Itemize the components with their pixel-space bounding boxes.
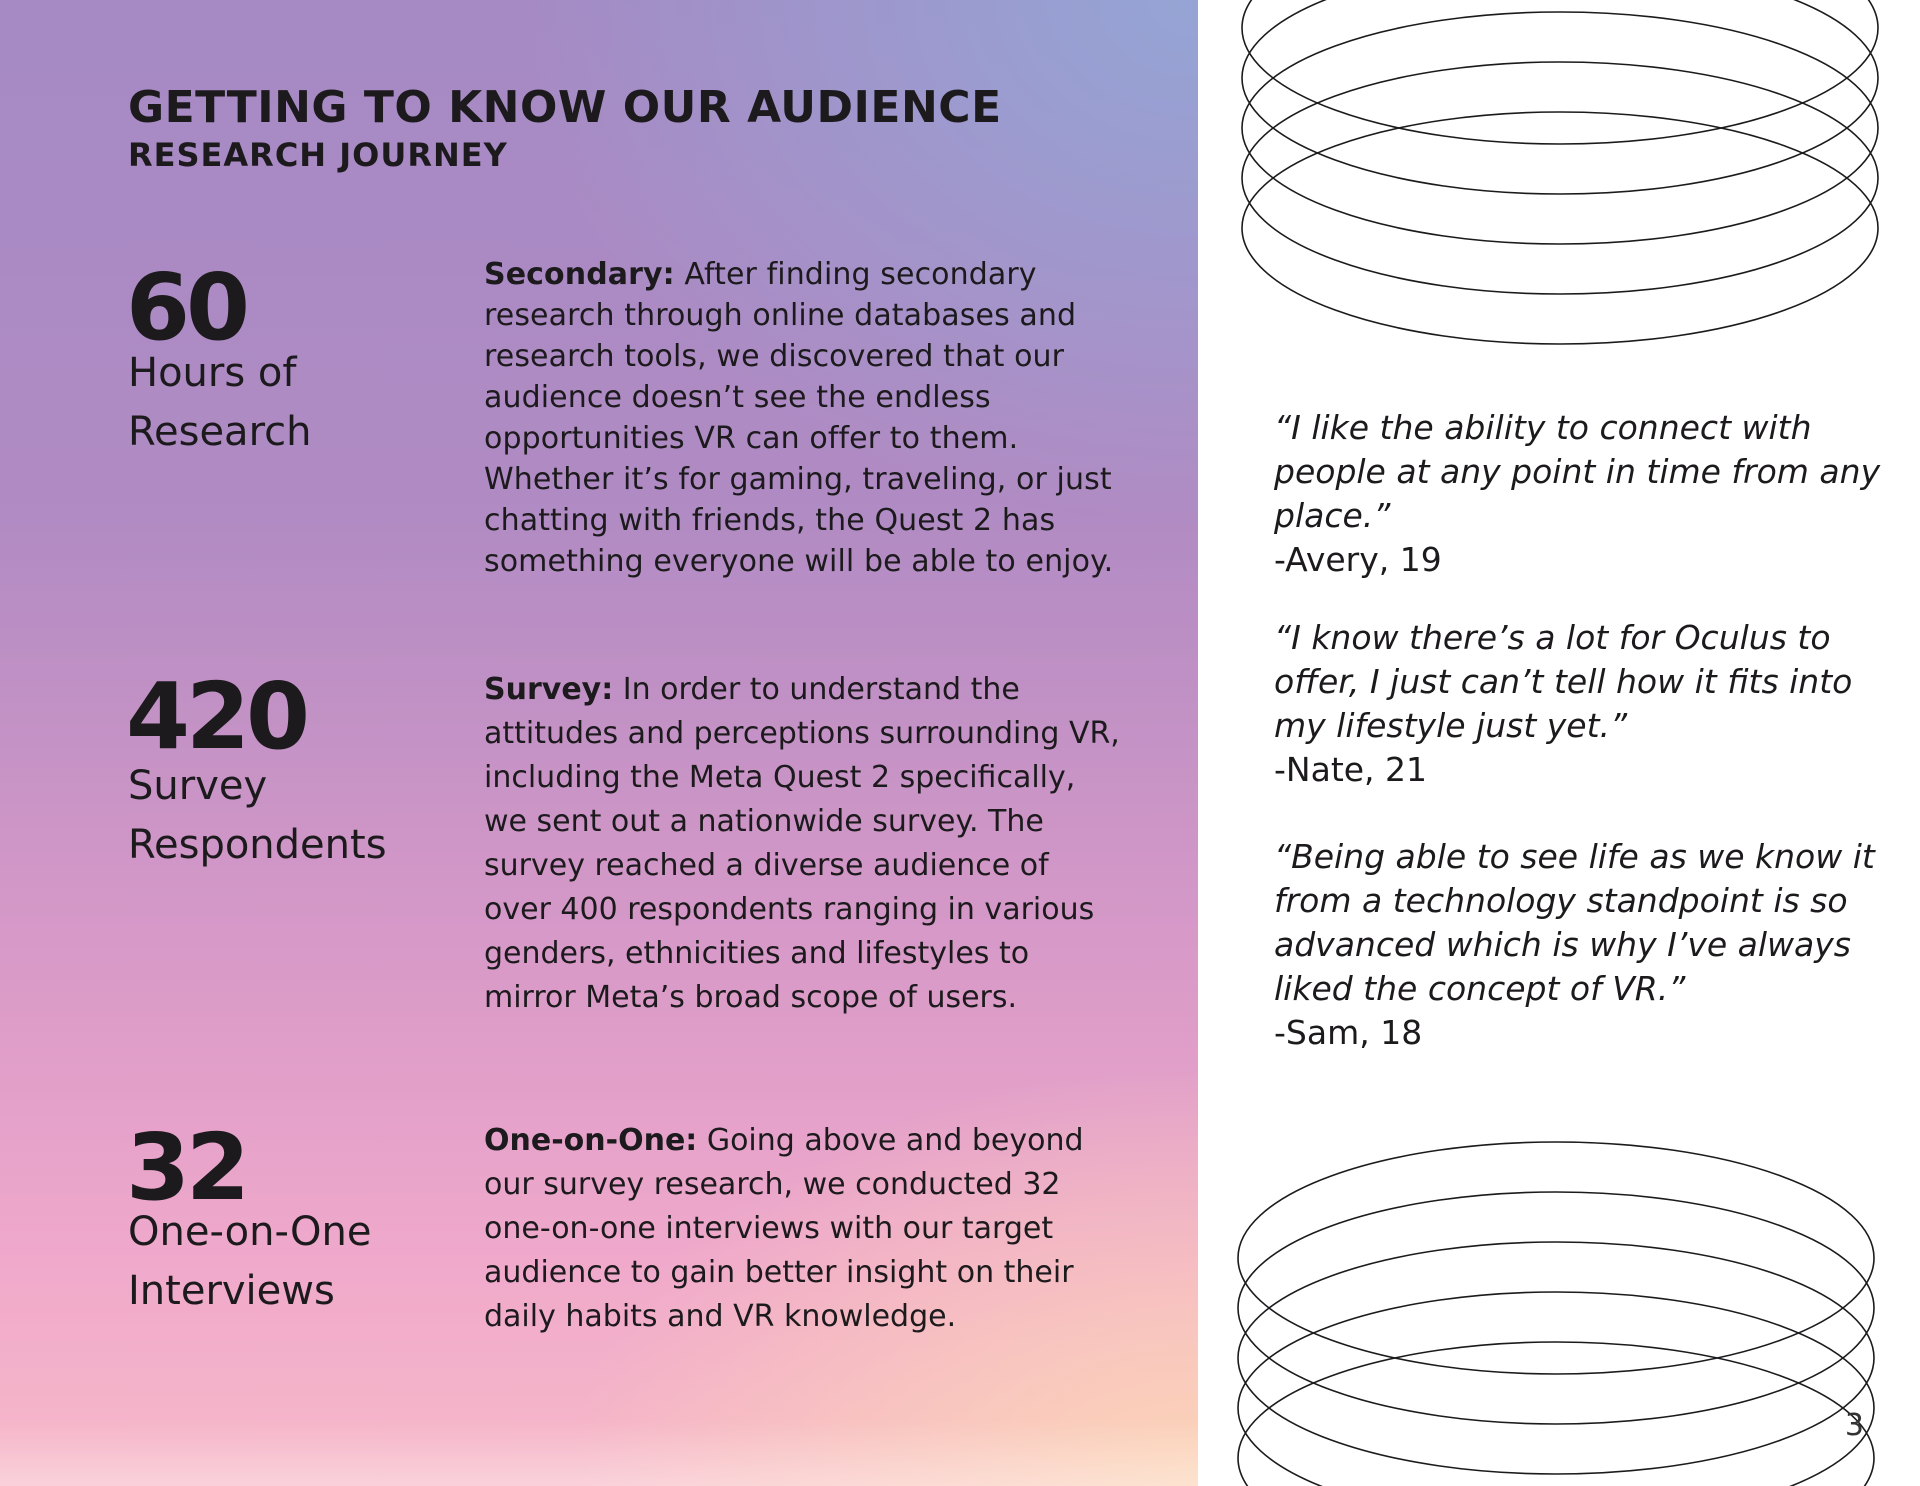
stat-interviews-label [128,1203,371,1321]
stat-survey-label [128,757,387,875]
one-on-one-description [484,1119,1124,1339]
stat-survey-label-line2: Respondents [128,822,387,868]
stacked-rings-icon [1198,0,1920,380]
secondary-research-description [484,254,1124,582]
one-on-one-body: Going above and beyond our survey research, we conducted 32 one-on-one interviews with our target audience to gain better insight on their daily habits and VR knowledge. [484,1123,1084,1334]
stacked-rings-icon [1198,1110,1920,1486]
page-subtitle: RESEARCH JOURNEY [128,136,508,174]
quote-avery [1274,406,1894,582]
quote-attribution: -Sam, 18 [1274,1013,1423,1052]
bottom-glow [0,1420,1198,1486]
survey-heading: Survey: [484,672,614,707]
stat-interviews-label-line1: One-on-One [128,1209,372,1255]
quotes-panel [1198,0,1920,1486]
quote-text: “Being able to see life as we know it from a technology standpoint is so advanced which is why I’ve always liked the concept of VR.” [1274,837,1875,1008]
page-title: GETTING TO KNOW OUR AUDIENCE [128,82,1002,133]
one-on-one-heading: One-on-One: [484,1123,698,1158]
quote-attribution: -Nate, 21 [1274,750,1428,789]
stat-hours-label [128,344,311,462]
stat-interviews-number: 32 [126,1114,247,1221]
secondary-body: After finding secondary research through online databases and research tools, we discovered that our audience doesn’t see the endless opportunities VR can offer to them. Whether it’s for gaming, traveling, or just chatting with friends, the Quest 2 has something everyone will be able to enjoy. [484,257,1114,579]
stat-survey-number: 420 [126,663,307,770]
page-number: 3 [1844,1408,1864,1443]
stat-interviews-label-line2: Interviews [128,1268,335,1314]
survey-body: In order to understand the attitudes and perceptions surrounding VR, including the Meta Quest 2 specifically, we sent out a nationwide survey. The survey reached a diverse audience of over 400 respondents ranging in various genders, ethnicities and lifestyles to mirror Meta’s broad scope of users. [484,672,1120,1015]
stat-hours-number: 60 [126,254,247,361]
quote-text: “I know there’s a lot for Oculus to offer, I just can’t tell how it fits into my lifestyle just yet.” [1274,618,1853,745]
quote-nate [1274,616,1894,792]
stat-survey-label-line1: Survey [128,763,268,809]
secondary-heading: Secondary: [484,257,675,292]
stat-hours-label-line1: Hours of [128,350,297,396]
quote-sam [1274,835,1894,1055]
survey-description [484,668,1124,1020]
stat-hours-label-line2: Research [128,409,312,455]
quote-attribution: -Avery, 19 [1274,540,1442,579]
quote-text: “I like the ability to connect with people at any point in time from any place.” [1274,408,1881,535]
